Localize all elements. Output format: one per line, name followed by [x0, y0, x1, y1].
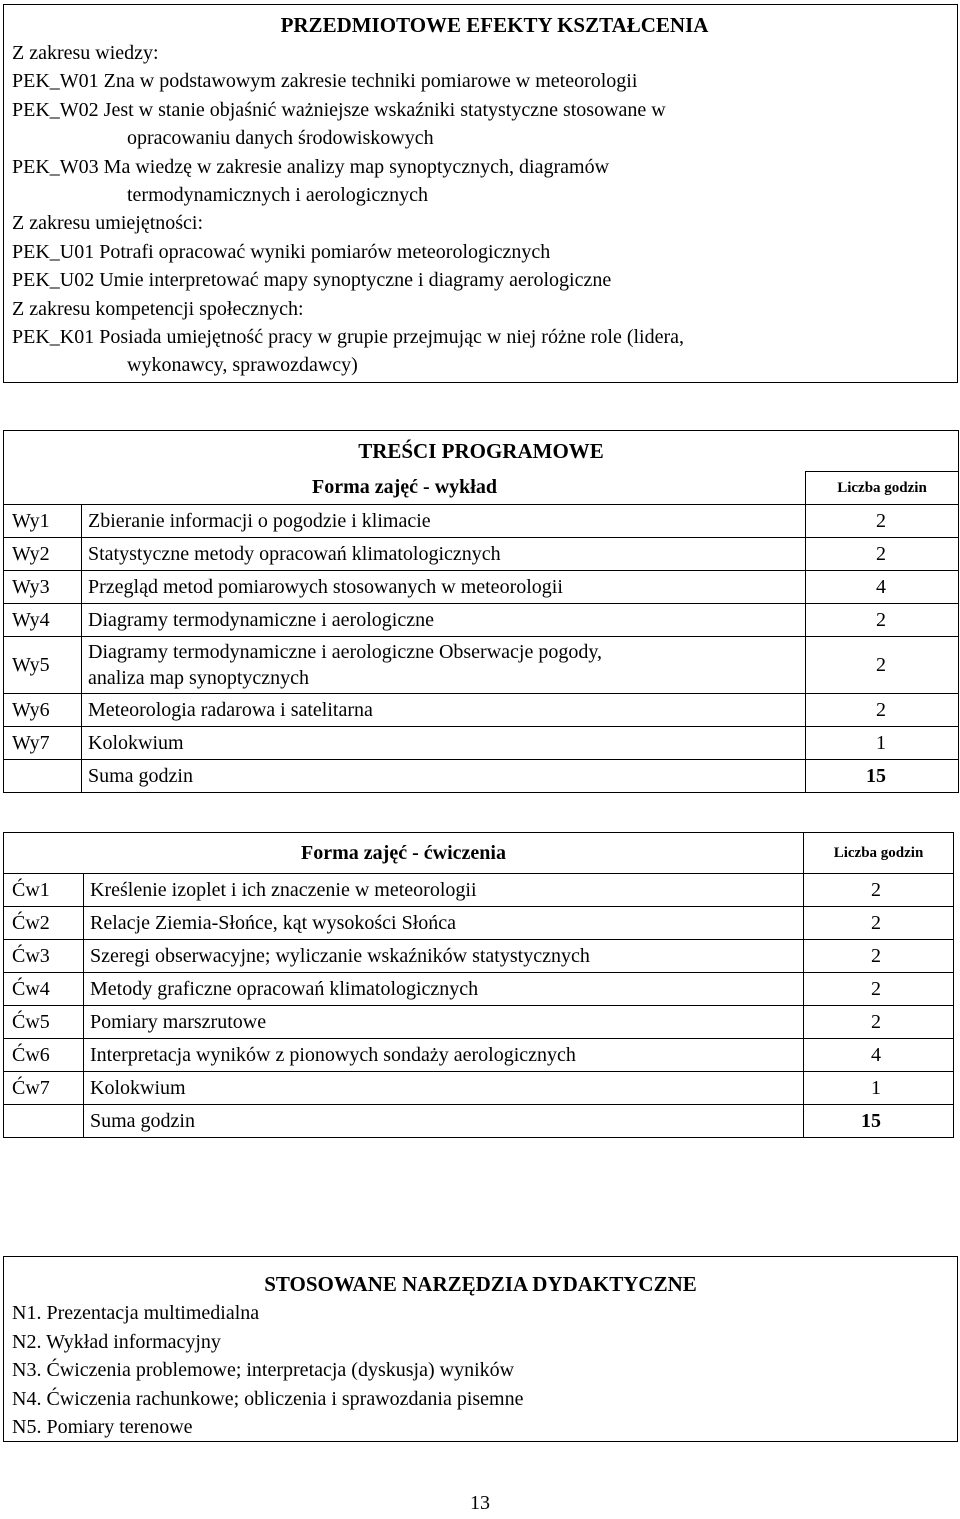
sum-row: [4, 760, 959, 793]
efekty-line: PEK_W01 Zna w podstawowym zakresie techniki pomiarowe w meteorologii: [12, 70, 638, 93]
efekty-title: PRZEDMIOTOWE EFEKTY KSZTAŁCENIA: [280, 13, 709, 37]
row-topic: Meteorologia radarowa i satelitarna: [82, 694, 806, 727]
table-row: [4, 1072, 954, 1105]
table-row: [4, 874, 954, 907]
table-row: [4, 907, 954, 940]
row-code: Ćw2: [4, 907, 84, 940]
table-row: [4, 694, 959, 727]
table-row: [4, 538, 959, 571]
narzedzia-title: STOSOWANE NARZĘDZIA DYDAKTYCZNE: [264, 1272, 697, 1296]
row-hours: 2: [806, 694, 959, 727]
list-item: N5. Pomiary terenowe: [12, 1416, 193, 1439]
efekty-line: termodynamicznych i aerologicznych: [127, 184, 428, 207]
row-code: Wy1: [4, 505, 82, 538]
row-code: Wy6: [4, 694, 82, 727]
row-topic: Szeregi obserwacyjne; wyliczanie wskaźników statystycznych: [84, 940, 804, 973]
efekty-line: Z zakresu umiejętności:: [12, 212, 204, 235]
row-code: Ćw1: [4, 874, 84, 907]
efekty-line: Z zakresu wiedzy:: [12, 42, 159, 64]
row-topic: Przegląd metod pomiarowych stosowanych w meteorologii: [82, 571, 806, 604]
row-topic: Pomiary marszrutowe: [84, 1006, 804, 1039]
sum-row: [4, 1105, 954, 1138]
row-hours: 4: [804, 1039, 954, 1072]
wyklad-form-label: Forma zajęć - wykład: [4, 472, 806, 505]
row-hours: 2: [804, 973, 954, 1006]
list-item: N3. Ćwiczenia problemowe; interpretacja (dyskusja) wyników: [12, 1359, 515, 1382]
row-topic: Relacje Ziemia-Słońce, kąt wysokości Słońca: [84, 907, 804, 940]
list-item: N2. Wykład informacyjny: [12, 1330, 221, 1353]
list-item: N1. Prezentacja multimedialna: [12, 1302, 260, 1324]
efekty-line: opracowaniu danych środowiskowych: [127, 127, 434, 150]
row-topic-line: Diagramy termodynamiczne i aerologiczne Obserwacje pogody,: [88, 641, 603, 663]
efekty-line: PEK_U02 Umie interpretować mapy synoptyczne i diagramy aerologiczne: [12, 269, 612, 292]
efekty-line: PEK_W02 Jest w stanie objaśnić ważniejsze wskaźniki statystyczne stosowane w: [12, 98, 666, 121]
row-code: Ćw5: [4, 1006, 84, 1039]
row-topic: Metody graficzne opracowań klimatologicznych: [84, 973, 804, 1006]
empty-cell: [4, 1105, 84, 1138]
efekty-line: wykonawcy, sprawozdawcy): [127, 354, 358, 377]
table-row: [4, 571, 959, 604]
row-code: Wy7: [4, 727, 82, 760]
row-code: Ćw4: [4, 973, 84, 1006]
row-hours: 2: [806, 604, 959, 637]
page-number: 13: [470, 1492, 490, 1514]
efekty-line: PEK_W03 Ma wiedzę w zakresie analizy map synoptycznych, diagramów: [12, 155, 610, 178]
row-hours: 2: [804, 1006, 954, 1039]
tresci-programowe-title: TREŚCI PROGRAMOWE: [4, 431, 959, 472]
cwiczenia-form-label: Forma zajęć - ćwiczenia: [4, 833, 804, 874]
sum-value: 15: [804, 1105, 954, 1138]
cwiczenia-table: [3, 832, 954, 1138]
row-topic: Kolokwium: [84, 1072, 804, 1105]
row-hours: 2: [806, 505, 959, 538]
table-row: [4, 604, 959, 637]
narzedzia-dydaktyczne-box: [3, 1256, 958, 1442]
table-row: [4, 940, 954, 973]
row-topic: Interpretacja wyników z pionowych sondaży aerologicznych: [84, 1039, 804, 1072]
row-hours: 1: [804, 1072, 954, 1105]
row-hours: 2: [804, 874, 954, 907]
table-row: [4, 727, 959, 760]
table-row: [4, 1006, 954, 1039]
table-row: [4, 1039, 954, 1072]
row-topic: Diagramy termodynamiczne i aerologiczne: [82, 604, 806, 637]
efekty-line: Z zakresu kompetencji społecznych:: [12, 297, 304, 320]
row-code: Wy5: [4, 637, 82, 694]
table-row: [4, 505, 959, 538]
row-topic: Zbieranie informacji o pogodzie i klimacie: [82, 505, 806, 538]
sum-label: Suma godzin: [84, 1105, 804, 1138]
sum-value: 15: [806, 760, 959, 793]
empty-cell: [4, 760, 82, 793]
wyklad-hours-header: Liczba godzin: [806, 472, 959, 505]
efekty-line: PEK_U01 Potrafi opracować wyniki pomiarów meteorologicznych: [12, 240, 551, 263]
efekty-ksztalcenia-box: [3, 4, 958, 383]
row-hours: 2: [804, 940, 954, 973]
row-hours: 2: [804, 907, 954, 940]
wyklad-table: [3, 430, 959, 793]
sum-label: Suma godzin: [82, 760, 806, 793]
row-hours: 2: [806, 538, 959, 571]
row-code: Ćw7: [4, 1072, 84, 1105]
row-topic-line: analiza map synoptycznych: [88, 667, 310, 689]
table-row: [4, 637, 959, 694]
row-hours: 2: [806, 637, 959, 694]
row-hours: 4: [806, 571, 959, 604]
row-code: Ćw6: [4, 1039, 84, 1072]
row-code: Ćw3: [4, 940, 84, 973]
row-hours: 1: [806, 727, 959, 760]
row-code: Wy2: [4, 538, 82, 571]
list-item: N4. Ćwiczenia rachunkowe; obliczenia i sprawozdania pisemne: [12, 1387, 524, 1410]
cwiczenia-hours-header: Liczba godzin: [804, 833, 954, 874]
row-topic: Kolokwium: [82, 727, 806, 760]
row-code: Wy3: [4, 571, 82, 604]
row-code: Wy4: [4, 604, 82, 637]
row-topic-multiline: [82, 637, 806, 694]
table-row: [4, 973, 954, 1006]
row-topic: Statystyczne metody opracowań klimatologicznych: [82, 538, 806, 571]
efekty-line: PEK_K01 Posiada umiejętność pracy w grupie przejmując w niej różne role (lidera,: [12, 326, 685, 349]
row-topic: Kreślenie izoplet i ich znaczenie w meteorologii: [84, 874, 804, 907]
